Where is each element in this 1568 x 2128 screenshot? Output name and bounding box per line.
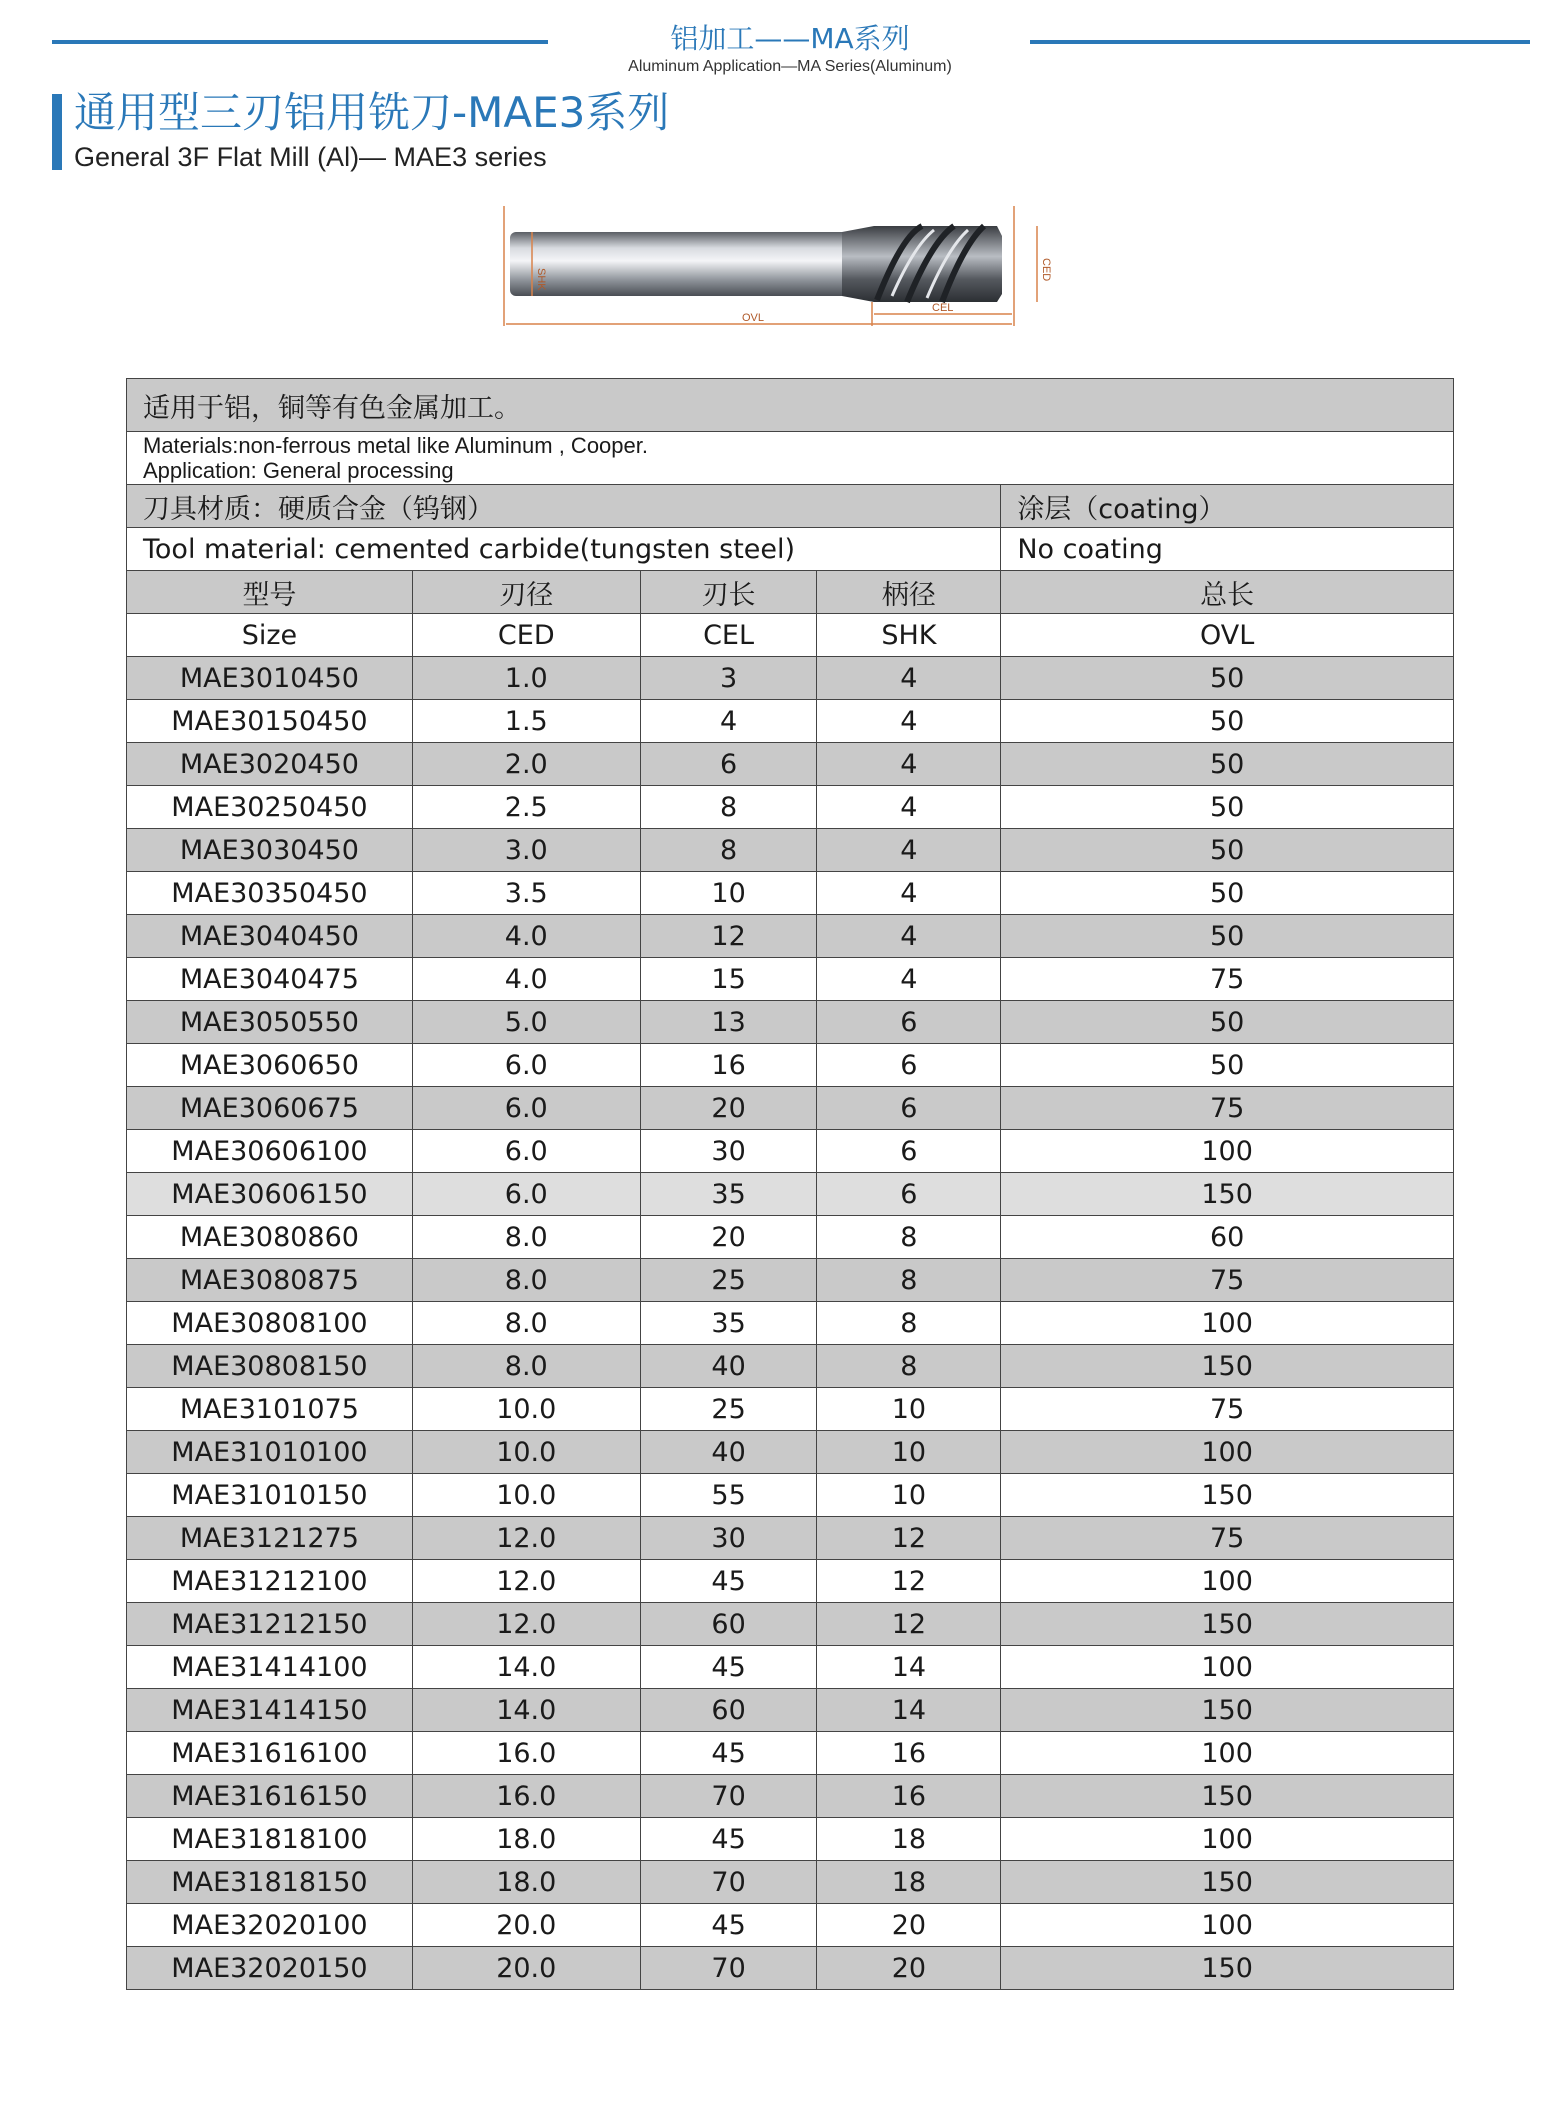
- cel-cell: 6: [640, 743, 817, 786]
- shk-cell: 4: [817, 829, 1001, 872]
- cel-cell: 8: [640, 786, 817, 829]
- ced-cell: 6.0: [412, 1087, 640, 1130]
- application-cn: 适用于铝，铜等有色金属加工。: [127, 379, 1454, 432]
- col-header-cn: 型号: [127, 571, 413, 614]
- size-cell: MAE3010450: [127, 657, 413, 700]
- shk-cell: 4: [817, 786, 1001, 829]
- header-rule-left: [52, 40, 548, 44]
- table-row: [127, 1001, 1454, 1044]
- size-cell: MAE3060675: [127, 1087, 413, 1130]
- ced-cell: 12.0: [412, 1560, 640, 1603]
- size-cell: MAE31212150: [127, 1603, 413, 1646]
- ced-cell: 12.0: [412, 1517, 640, 1560]
- ced-cell: 20.0: [412, 1904, 640, 1947]
- table-row: [127, 1216, 1454, 1259]
- size-cell: MAE30150450: [127, 700, 413, 743]
- shk-cell: 16: [817, 1775, 1001, 1818]
- cel-cell: 10: [640, 872, 817, 915]
- shk-cell: 12: [817, 1560, 1001, 1603]
- table-row: [127, 915, 1454, 958]
- shk-cell: 8: [817, 1259, 1001, 1302]
- cel-cell: 70: [640, 1861, 817, 1904]
- table-row: [127, 1517, 1454, 1560]
- size-cell: MAE31212100: [127, 1560, 413, 1603]
- ced-cell: 2.5: [412, 786, 640, 829]
- ced-cell: 5.0: [412, 1001, 640, 1044]
- end-mill-diagram: [502, 196, 1072, 348]
- ovl-cell: 75: [1001, 958, 1454, 1001]
- size-cell: MAE31818100: [127, 1818, 413, 1861]
- tool-material-cn: 刀具材质：硬质合金（钨钢）: [127, 485, 1001, 528]
- size-cell: MAE31414150: [127, 1689, 413, 1732]
- shk-cell: 6: [817, 1001, 1001, 1044]
- ovl-cell: 150: [1001, 1345, 1454, 1388]
- header-row-cn: [127, 571, 1454, 614]
- size-cell: MAE31010150: [127, 1474, 413, 1517]
- table-row: [127, 1173, 1454, 1216]
- ced-cell: 18.0: [412, 1818, 640, 1861]
- application-en-cell: [127, 432, 1454, 485]
- size-cell: MAE31414100: [127, 1646, 413, 1689]
- cel-cell: 55: [640, 1474, 817, 1517]
- cel-cell: 25: [640, 1388, 817, 1431]
- size-cell: MAE3040475: [127, 958, 413, 1001]
- ced-cell: 8.0: [412, 1302, 640, 1345]
- shk-cell: 4: [817, 743, 1001, 786]
- col-header-cn: 刃长: [640, 571, 817, 614]
- ovl-cell: 100: [1001, 1130, 1454, 1173]
- ovl-cell: 75: [1001, 1259, 1454, 1302]
- table-row: [127, 1560, 1454, 1603]
- ovl-cell: 100: [1001, 1646, 1454, 1689]
- shk-label: SHK: [535, 268, 547, 291]
- ovl-cell: 150: [1001, 1474, 1454, 1517]
- size-cell: MAE3101075: [127, 1388, 413, 1431]
- size-cell: MAE3060650: [127, 1044, 413, 1087]
- shk-cell: 6: [817, 1173, 1001, 1216]
- application-en-row: [127, 432, 1454, 485]
- ovl-cell: 50: [1001, 786, 1454, 829]
- ced-cell: 2.0: [412, 743, 640, 786]
- size-cell: MAE32020150: [127, 1947, 413, 1990]
- shk-cell: 16: [817, 1732, 1001, 1775]
- ced-cell: 4.0: [412, 915, 640, 958]
- size-cell: MAE30808150: [127, 1345, 413, 1388]
- shk-cell: 10: [817, 1431, 1001, 1474]
- ced-cell: 8.0: [412, 1259, 640, 1302]
- ced-cell: 8.0: [412, 1216, 640, 1259]
- application-cn-row: [127, 379, 1454, 432]
- cel-cell: 40: [640, 1345, 817, 1388]
- size-cell: MAE30350450: [127, 872, 413, 915]
- cel-cell: 20: [640, 1087, 817, 1130]
- size-cell: MAE31010100: [127, 1431, 413, 1474]
- cel-cell: 45: [640, 1818, 817, 1861]
- col-header-en: CEL: [640, 614, 817, 657]
- table-row: [127, 1302, 1454, 1345]
- cel-cell: 12: [640, 915, 817, 958]
- cel-cell: 25: [640, 1259, 817, 1302]
- col-header-cn: 刃径: [412, 571, 640, 614]
- table-row: [127, 1732, 1454, 1775]
- ovl-cell: 75: [1001, 1388, 1454, 1431]
- table-row: [127, 1646, 1454, 1689]
- table-row: [127, 657, 1454, 700]
- cel-cell: 15: [640, 958, 817, 1001]
- ovl-cell: 60: [1001, 1216, 1454, 1259]
- shk-cell: 14: [817, 1689, 1001, 1732]
- table-row: [127, 1130, 1454, 1173]
- shk-cell: 8: [817, 1216, 1001, 1259]
- ovl-cell: 50: [1001, 1001, 1454, 1044]
- col-header-en: SHK: [817, 614, 1001, 657]
- size-cell: MAE3050550: [127, 1001, 413, 1044]
- ovl-cell: 50: [1001, 915, 1454, 958]
- cel-cell: 70: [640, 1775, 817, 1818]
- cel-cell: 45: [640, 1646, 817, 1689]
- ovl-cell: 150: [1001, 1861, 1454, 1904]
- table-row: [127, 1431, 1454, 1474]
- header-row-en: [127, 614, 1454, 657]
- ced-cell: 16.0: [412, 1775, 640, 1818]
- shk-cell: 10: [817, 1388, 1001, 1431]
- col-header-en: Size: [127, 614, 413, 657]
- table-row: [127, 872, 1454, 915]
- size-cell: MAE31616150: [127, 1775, 413, 1818]
- table-row: [127, 786, 1454, 829]
- size-cell: MAE3080875: [127, 1259, 413, 1302]
- shank-shape: [510, 232, 850, 296]
- page-title-cn: 通用型三刃铝用铣刀-MAE3系列: [74, 88, 670, 137]
- cel-cell: 60: [640, 1603, 817, 1646]
- spec-table: [126, 378, 1454, 1990]
- shk-cell: 8: [817, 1345, 1001, 1388]
- ced-cell: 8.0: [412, 1345, 640, 1388]
- table-row: [127, 1904, 1454, 1947]
- shk-cell: 4: [817, 657, 1001, 700]
- shk-cell: 18: [817, 1861, 1001, 1904]
- cel-cell: 20: [640, 1216, 817, 1259]
- cel-cell: 60: [640, 1689, 817, 1732]
- table-row: [127, 1259, 1454, 1302]
- cel-cell: 70: [640, 1947, 817, 1990]
- shk-cell: 4: [817, 958, 1001, 1001]
- ovl-cell: 100: [1001, 1431, 1454, 1474]
- cel-cell: 13: [640, 1001, 817, 1044]
- ced-label: CED: [1040, 258, 1052, 282]
- ced-cell: 6.0: [412, 1130, 640, 1173]
- table-row: [127, 1388, 1454, 1431]
- table-row: [127, 1474, 1454, 1517]
- ovl-cell: 100: [1001, 1818, 1454, 1861]
- ovl-cell: 150: [1001, 1689, 1454, 1732]
- cel-cell: 30: [640, 1517, 817, 1560]
- table-row: [127, 1345, 1454, 1388]
- cel-cell: 45: [640, 1904, 817, 1947]
- size-cell: MAE3040450: [127, 915, 413, 958]
- shk-cell: 4: [817, 700, 1001, 743]
- table-row: [127, 1947, 1454, 1990]
- ced-cell: 3.0: [412, 829, 640, 872]
- shk-cell: 14: [817, 1646, 1001, 1689]
- size-cell: MAE30606100: [127, 1130, 413, 1173]
- table-row: [127, 829, 1454, 872]
- material-en-row: [127, 528, 1454, 571]
- ovl-cell: 100: [1001, 1560, 1454, 1603]
- table-row: [127, 1087, 1454, 1130]
- shk-cell: 20: [817, 1904, 1001, 1947]
- ovl-cell: 150: [1001, 1947, 1454, 1990]
- cel-cell: 40: [640, 1431, 817, 1474]
- col-header-en: CED: [412, 614, 640, 657]
- ovl-cell: 50: [1001, 872, 1454, 915]
- ovl-cell: 75: [1001, 1087, 1454, 1130]
- application-en: Application: General processing: [143, 458, 454, 483]
- ced-cell: 10.0: [412, 1474, 640, 1517]
- ovl-cell: 150: [1001, 1775, 1454, 1818]
- ovl-cell: 100: [1001, 1732, 1454, 1775]
- col-header-en: OVL: [1001, 614, 1454, 657]
- shk-cell: 8: [817, 1302, 1001, 1345]
- col-header-cn: 总长: [1001, 571, 1454, 614]
- table-row: [127, 1861, 1454, 1904]
- shk-cell: 4: [817, 872, 1001, 915]
- shk-cell: 10: [817, 1474, 1001, 1517]
- ovl-cell: 100: [1001, 1904, 1454, 1947]
- ced-cell: 14.0: [412, 1689, 640, 1732]
- col-header-cn: 柄径: [817, 571, 1001, 614]
- ced-cell: 10.0: [412, 1431, 640, 1474]
- cel-cell: 16: [640, 1044, 817, 1087]
- ced-cell: 3.5: [412, 872, 640, 915]
- ovl-cell: 50: [1001, 700, 1454, 743]
- cel-label: CEL: [932, 302, 954, 314]
- ced-cell: 1.0: [412, 657, 640, 700]
- ovl-cell: 150: [1001, 1603, 1454, 1646]
- size-cell: MAE32020100: [127, 1904, 413, 1947]
- size-cell: MAE3121275: [127, 1517, 413, 1560]
- category-title-cn: 铝加工——MA系列: [670, 22, 910, 55]
- ovl-cell: 150: [1001, 1173, 1454, 1216]
- ovl-cell: 50: [1001, 743, 1454, 786]
- page-title-en: General 3F Flat Mill (Al)— MAE3 series: [74, 142, 547, 172]
- size-cell: MAE31616100: [127, 1732, 413, 1775]
- size-cell: MAE30606150: [127, 1173, 413, 1216]
- material-cn-row: [127, 485, 1454, 528]
- size-cell: MAE30808100: [127, 1302, 413, 1345]
- ced-cell: 14.0: [412, 1646, 640, 1689]
- table-row: [127, 1689, 1454, 1732]
- cel-cell: 4: [640, 700, 817, 743]
- ced-cell: 12.0: [412, 1603, 640, 1646]
- cel-cell: 35: [640, 1173, 817, 1216]
- cel-cell: 30: [640, 1130, 817, 1173]
- header-rule-right: [1030, 40, 1530, 44]
- shk-cell: 12: [817, 1603, 1001, 1646]
- ovl-cell: 100: [1001, 1302, 1454, 1345]
- ovl-cell: 50: [1001, 657, 1454, 700]
- category-title-en: Aluminum Application—MA Series(Aluminum): [628, 58, 952, 75]
- table-row: [127, 700, 1454, 743]
- ced-cell: 1.5: [412, 700, 640, 743]
- table-row: [127, 1818, 1454, 1861]
- cel-cell: 45: [640, 1560, 817, 1603]
- size-cell: MAE30250450: [127, 786, 413, 829]
- size-cell: MAE3030450: [127, 829, 413, 872]
- table-row: [127, 1603, 1454, 1646]
- ovl-cell: 50: [1001, 1044, 1454, 1087]
- size-cell: MAE3020450: [127, 743, 413, 786]
- table-row: [127, 1775, 1454, 1818]
- size-cell: MAE31818150: [127, 1861, 413, 1904]
- shk-cell: 12: [817, 1517, 1001, 1560]
- table-row: [127, 958, 1454, 1001]
- shk-cell: 18: [817, 1818, 1001, 1861]
- cel-cell: 45: [640, 1732, 817, 1775]
- shk-cell: 4: [817, 915, 1001, 958]
- ced-cell: 10.0: [412, 1388, 640, 1431]
- tool-material-en: Tool material: cemented carbide(tungsten steel): [127, 528, 1001, 571]
- ovl-label: OVL: [742, 312, 765, 324]
- ced-cell: 6.0: [412, 1173, 640, 1216]
- cel-cell: 3: [640, 657, 817, 700]
- end-mill-illustration: [502, 196, 1072, 348]
- ced-cell: 6.0: [412, 1044, 640, 1087]
- shk-cell: 6: [817, 1130, 1001, 1173]
- shk-cell: 20: [817, 1947, 1001, 1990]
- cel-cell: 35: [640, 1302, 817, 1345]
- cel-cell: 8: [640, 829, 817, 872]
- ovl-cell: 75: [1001, 1517, 1454, 1560]
- coating-en: No coating: [1001, 528, 1454, 571]
- table-row: [127, 743, 1454, 786]
- title-accent-bar: [52, 94, 62, 170]
- coating-cn: 涂层（coating）: [1001, 485, 1454, 528]
- ced-cell: 18.0: [412, 1861, 640, 1904]
- ced-cell: 20.0: [412, 1947, 640, 1990]
- table-row: [127, 1044, 1454, 1087]
- materials-en: Materials:non-ferrous metal like Aluminum , Cooper.: [143, 433, 648, 458]
- shk-cell: 6: [817, 1044, 1001, 1087]
- ovl-cell: 50: [1001, 829, 1454, 872]
- ced-cell: 16.0: [412, 1732, 640, 1775]
- size-cell: MAE3080860: [127, 1216, 413, 1259]
- ced-cell: 4.0: [412, 958, 640, 1001]
- shk-cell: 6: [817, 1087, 1001, 1130]
